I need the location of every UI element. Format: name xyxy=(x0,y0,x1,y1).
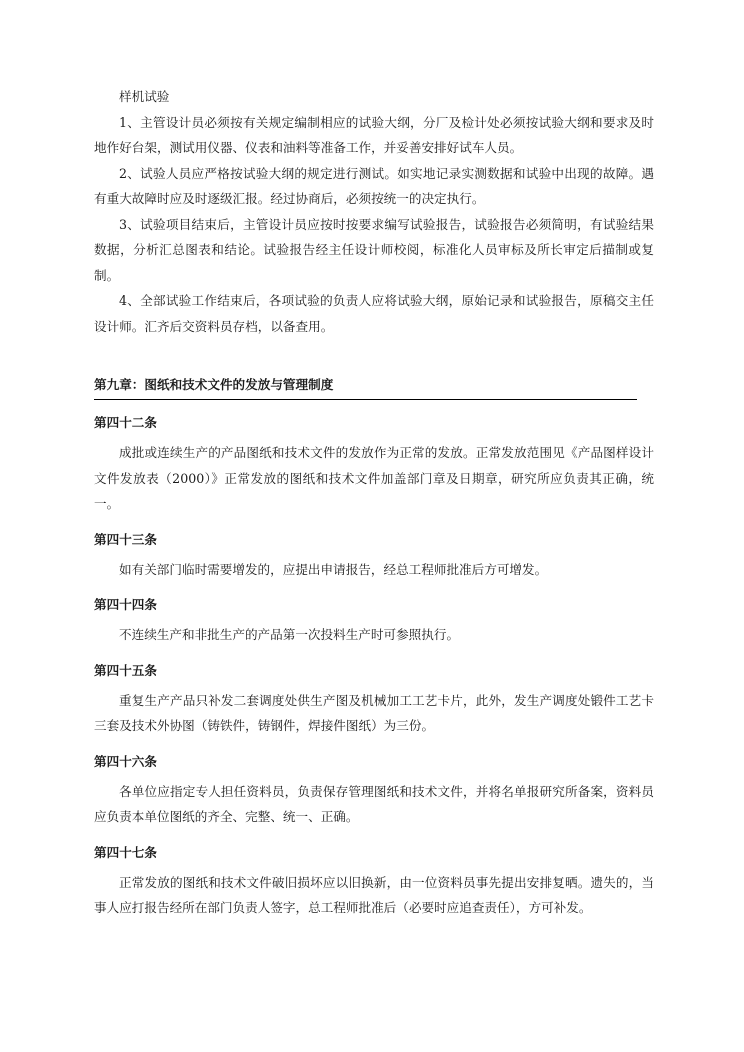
test-item-2: 2、试验人员应严格按试验大纲的规定进行测试。如实地记录实测数据和试验中出现的故障。遇有重大故障时应及时逐级汇报。经过协商后，必须按统一的决定执行。 xyxy=(94,165,654,206)
test-item-4: 4、全部试验工作结束后，各项试验的负责人应将试验大纲，原始记录和试验报告，原稿交主任设计师。汇齐后交资料员存档，以备查用。 xyxy=(94,293,654,334)
document-page xyxy=(94,84,654,921)
test-item-3: 3、试验项目结束后，主管设计员应按时按要求编写试验报告，试验报告必须简明，有试验结果数据，分析汇总图表和结论。试验报告经主任设计师校阅，标准化人员审标及所长审定后描制或复制。 xyxy=(94,216,654,283)
article-title-42: 第四十二条 xyxy=(94,415,157,430)
article-body-43: 如有关部门临时需要增发的，应提出申请报告，经总工程师批准后方可增发。 xyxy=(119,561,548,577)
article-body-42: 成批或连续生产的产品图纸和技术文件的发放作为正常的发放。正常发放范围见《产品图样设计文件发放表（2000）》正常发放的图纸和技术文件加盖部门章及日期章，研究所应负责其正确，统一。 xyxy=(94,445,654,511)
article-title-46: 第四十六条 xyxy=(94,753,157,769)
article-body-44: 不连续生产和非批生产的产品第一次投料生产时可参照执行。 xyxy=(119,627,460,642)
article-body-47: 正常发放的图纸和技术文件破旧损坏应以旧换新，由一位资料员事先提出安排复晒。遗失的，当事人应打报告经所在部门负责人签字，总工程师批准后（必要时应追查责任），方可补发。 xyxy=(94,874,654,915)
article-title-43: 第四十三条 xyxy=(94,531,157,547)
article-body-46: 各单位应指定专人担任资料员，负责保存管理图纸和技术文件，并将名单报研究所备案，资料员应负责本单位图纸的齐全、完整、统一、正确。 xyxy=(94,783,654,824)
section-heading: 样机试验 xyxy=(119,89,170,104)
article-title-47: 第四十七条 xyxy=(94,844,157,860)
article-title-45: 第四十五条 xyxy=(94,662,157,678)
article-title-44: 第四十四条 xyxy=(94,597,157,612)
test-item-1: 1、主管设计员必须按有关规定编制相应的试验大纲，分厂及检计处必须按试验大纲和要求及时地作好台架，测试用仪器、仪表和油料等准备工作，并妥善安排好试车人员。 xyxy=(94,114,654,155)
article-body-45: 重复生产产品只补发二套调度处供生产图及机械加工工艺卡片，此外，发生产调度处锻件工艺卡三套及技术外协图（铸铁件，铸钢件，焊接件图纸）为三份。 xyxy=(94,692,654,733)
chapter-title: 第九章：图纸和技术文件的发放与管理制度 xyxy=(94,377,334,392)
